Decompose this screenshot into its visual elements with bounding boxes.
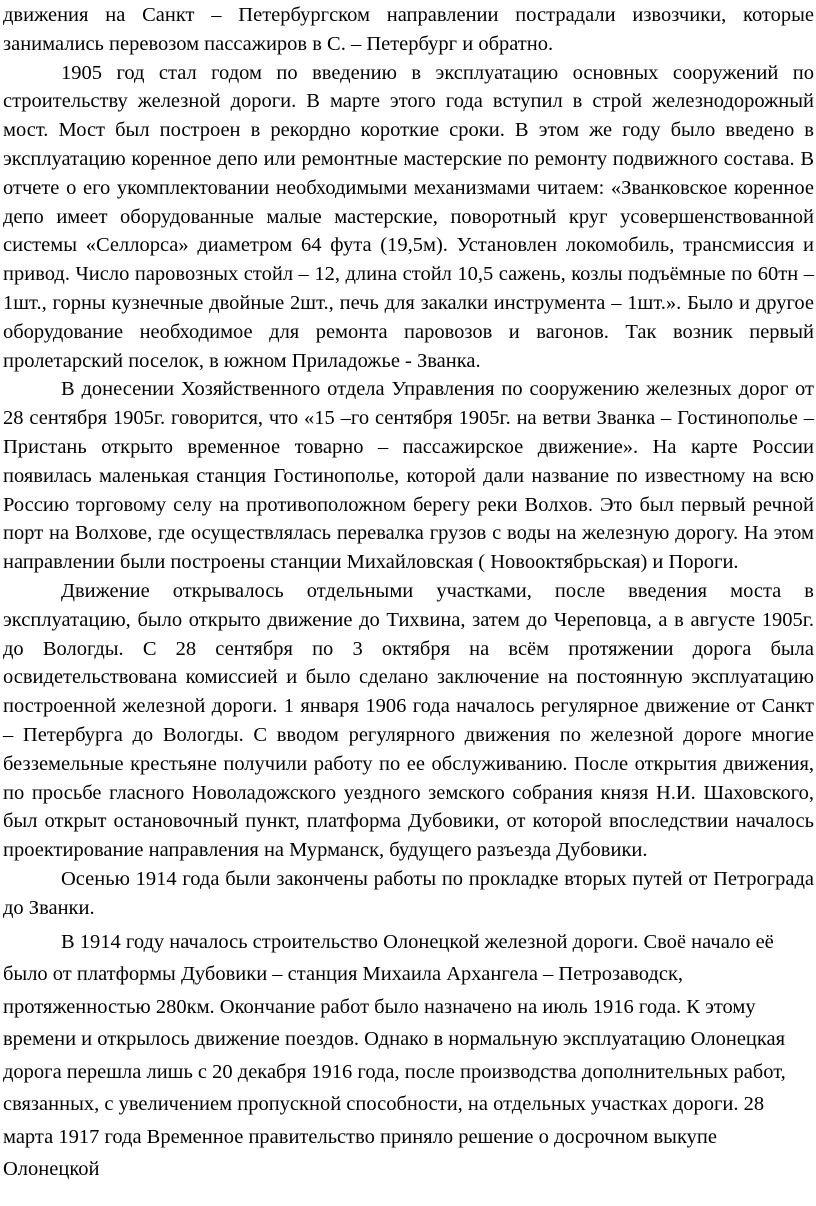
paragraph-continuation: движения на Санкт – Петербургском направлении пострадали извозчики, которые занимались перевозом пассажиров в С. – Петербург и обратно. xyxy=(3,4,814,55)
paragraph-olonets-railway: В 1914 году началось строительство Олонецкой железной дороги. Своё начало её было от платформы Дубовики – станция Михаила Архангела – Петрозаводск, протяженностью 280км. Окончание работ было назначено на июль 1916 года. К этому времени и открылось движение поездов. Однако в нормальную эксплуатацию Олонецкая дорога перешла лишь с 20 декабря 1916 года, после производства дополнительных работ, связанных, с увеличением пропускной способности, на отдельных участках дороги. 28 марта 1917 года Временное правительство приняло решение о досрочном выкупе Олонецкой xyxy=(3,930,786,1180)
paragraph-second-tracks: Осенью 1914 года были закончены работы по прокладке вторых путей от Петрограда до Званки. xyxy=(3,867,814,919)
paragraph-gostinopolye-station: В донесении Хозяйственного отдела Управления по сооружению железных дорог от 28 сентября 1905г. говорится, что «15 –го сентября 1905г. на ветви Званка – Гостинополье – Пристань открыто временное товарно – пассажирское движение». На карте России появилась маленькая станция Гостинополье, которой дали название по известному на всю Россию торговому селу на противоположном берегу реки Волхов. Это был первый речной порт на Волхове, где осуществлялась перевалка грузов с воды на железную дорогу. На этом направлении были построены станции Михайловская ( Новооктябрьская) и Пороги. xyxy=(3,378,814,574)
paragraph-1905-depot: 1905 год стал годом по введению в эксплуатацию основных сооружений по строительству железной дороги. В марте этого года вступил в строй железнодорожный мост. Мост был построен в рекордно короткие сроки. В этом же году было введено в эксплуатацию коренное депо или ремонтные мастерские по ремонту подвижного состава. В отчете о его укомплектовании необходимыми механизмами читаем: «Званковское коренное депо имеет оборудованные малые мастерские, поворотный круг усовершенствованной системы «Селлорса» диаметром 64 фута (19,5м). Установлен локомобиль, трансмиссия и привод. Число паровозных стойл – 12, длина стойл 10,5 сажень, козлы подъёмные по 60тн – 1шт., горны кузнечные двойные 2шт., печь для закалки инструмента – 1шт.». Было и другое оборудование необходимое для ремонта паровозов и вагонов. Так возник первый пролетарский поселок, в южном Приладожье - Званка. xyxy=(3,61,814,372)
paragraph-traffic-opening: Движение открывалось отдельными участками, после введения моста в эксплуатацию, было открыто движение до Тихвина, затем до Череповца, а в августе 1905г. до Вологды. С 28 сентября по 3 октября на всём протяжении дорога была освидетельствована комиссией и было сделано заключение на постоянную эксплуатацию построенной железной дороги. 1 января 1906 года началось регулярное движение от Санкт – Петербурга до Вологды. С вводом регулярного движения по железной дороге многие безземельные крестьяне получили работу по ее обслуживанию. После открытия движения, по просьбе гласного Новоладожского уездного земского собрания князя Н.И. Шаховского, был открыт остановочный пункт, платформа Дубовики, от которой впоследствии началось проектирование направления на Мурманск, будущего разъезда Дубовики. xyxy=(3,579,814,862)
